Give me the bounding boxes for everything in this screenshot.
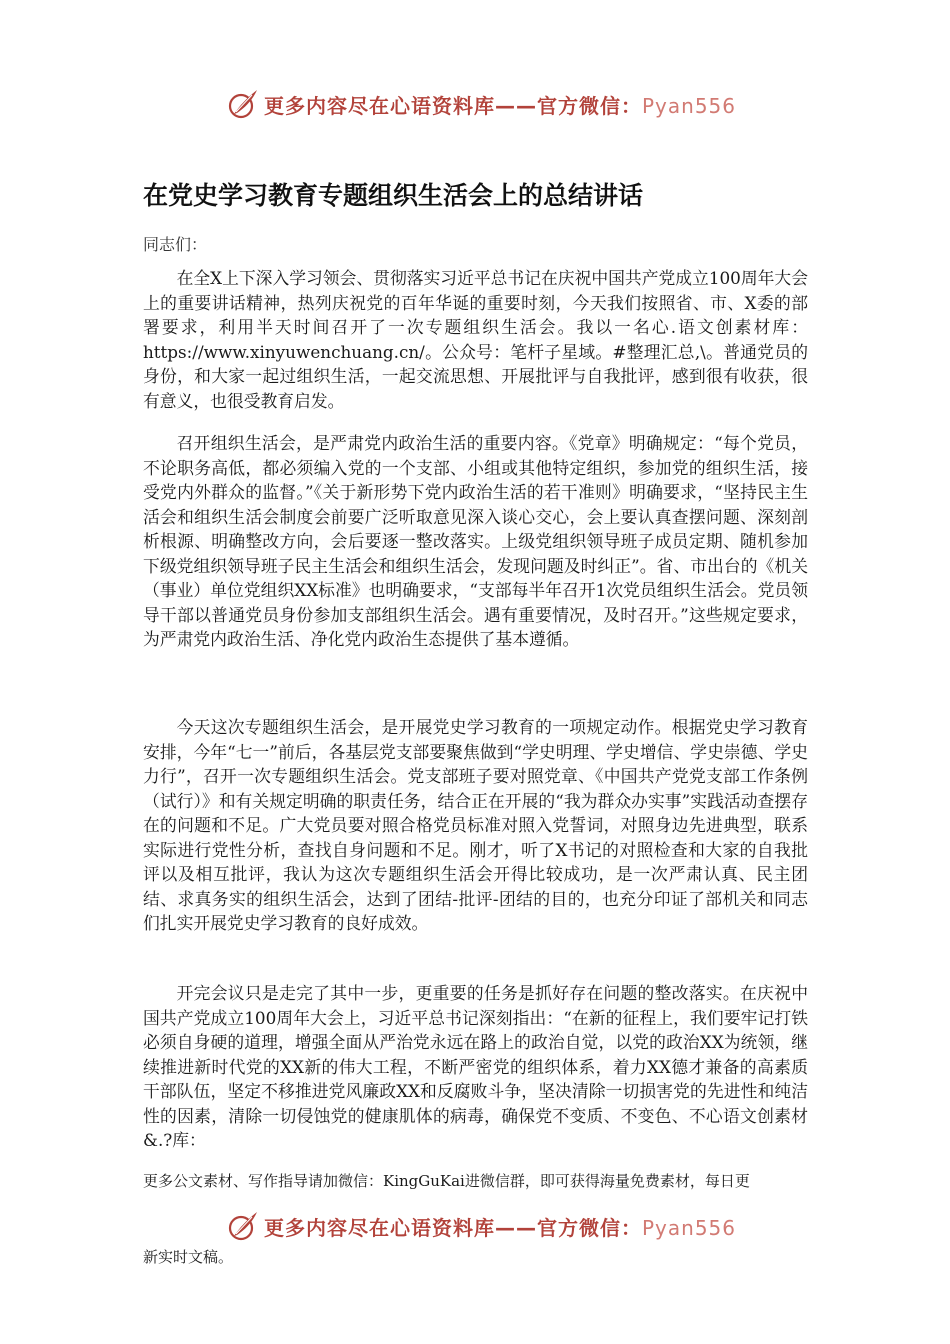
watermark-banner-top: [226, 84, 736, 124]
paragraph-1: 在全X上下深入学习领会、贯彻落实习近平总书记在庆祝中国共产党成立100周年大会上的重要讲话精神，热列庆祝党的百年华诞的重要时刻，今天我们按照省、市、X委的部署要求，利用半天时间召开了一次专题组织生活会。我以一名心.语文创素材库：https://www.xinyuwenchuang.cn/。公众号：笔杆子星域。#整理汇总,\。普通党员的身份，和大家一起过组织生活，一起交流思想、开展批评与自我批评，感到很有收获，很有意义，也很受教育启发。: [143, 268, 808, 411]
document-title: 在党史学习教育专题组织生活会上的总结讲话: [143, 181, 644, 210]
quill-logo-icon: [226, 1209, 260, 1243]
paragraph-2: 召开组织生活会，是严肃党内政治生活的重要内容。《党章》明确规定：“每个党员，不论职务高低，都必须编入党的一个支部、小组或其他特定组织，参加党的组织生活，接受党内外群众的监督。”《关于新形势下党内政治生活的若干准则》明确要求，“坚持民主生活会和组织生活会制度会前要广泛听取意见深入谈心交心，会上要认真查摆问题、深刻剖析根源、明确整改方向，会后要逐一整改落实。上级党组织领导班子成员定期、随机参加下级党组织领导班子民主生活会和组织生活会，发现问题及时纠正”。省、市出台的《机关（事业）单位党组织XX标准》也明确要求，“支部每半年召开1次党员组织生活会。党员领导干部以普通党员身份参加支部组织生活会。遇有重要情况，及时召开。”这些规定要求，为严肃党内政治生活、净化党内政治生态提供了基本遵循。: [143, 433, 808, 649]
banner-text: 更多内容尽在心语资料库——官方微信：Pyan556: [264, 93, 737, 118]
watermark-banner-bottom: [226, 1206, 736, 1246]
footer-note-continuation: 新实时文稿。: [143, 1248, 234, 1266]
banner-text: 更多内容尽在心语资料库——官方微信：Pyan556: [264, 1215, 737, 1240]
quill-logo-icon: [226, 87, 260, 121]
salutation: 同志们：: [143, 235, 208, 254]
banner-wechat: Pyan556: [642, 93, 737, 118]
banner-wechat: Pyan556: [642, 1215, 737, 1240]
paragraph-3: 今天这次专题组织生活会，是开展党史学习教育的一项规定动作。根据党史学习教育安排，今年“七一”前后，各基层党支部要聚焦做到“学史明理、学史增信、学史崇德、学史力行”，召开一次专题组织生活会。党支部班子要对照党章、《中国共产党党支部工作条例（试行）》和有关规定明确的职责任务，结合正在开展的“我为群众办实事”实践活动查摆存在的问题和不足。广大党员要对照合格党员标准对照入党誓词，对照身边先进典型，联系实际进行党性分析，查找自身问题和不足。刚才，听了X书记的对照检查和大家的自我批评以及相互批评，我认为这次专题组织生活会开得比较成功，是一次严肃认真、民主团结、求真务实的组织生活会，达到了团结-批评-团结的目的，也充分印证了部机关和同志们扎实开展党史学习教育的良好成效。: [143, 717, 808, 933]
footer-note: 更多公文素材、写作指导请加微信：KingGuKai进微信群，即可获得海量免费素材，每日更: [143, 1172, 750, 1190]
paragraph-4: 开完会议只是走完了其中一步，更重要的任务是抓好存在问题的整改落实。在庆祝中国共产党成立100周年大会上，习近平总书记深刻指出：“在新的征程上，我们要牢记打铁必须自身硬的道理，增强全面从严治党永远在路上的政治自觉，以党的政治XX为统领，继续推进新时代党的XX新的伟大工程，不断严密党的组织体系，着力XX德才兼备的高素质干部队伍，坚定不移推进党风廉政XX和反腐败斗争，坚决清除一切损害党的先进性和纯洁性的因素，清除一切侵蚀党的健康肌体的病毒，确保党不变质、不变色、不心语文创素材&.?库：: [143, 983, 808, 1150]
